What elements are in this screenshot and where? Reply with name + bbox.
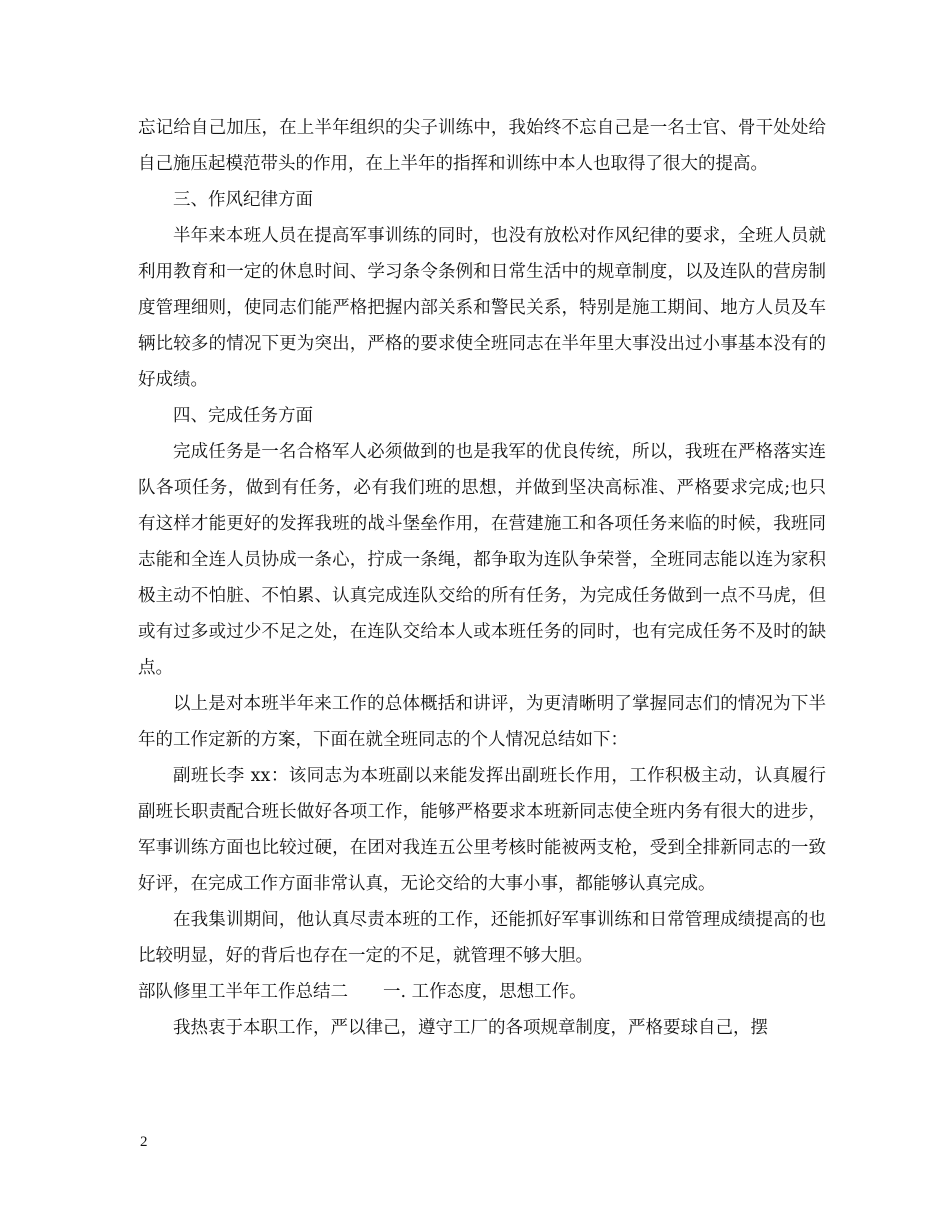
paragraph: 副班长李 xx：该同志为本班副以来能发挥出副班长作用，工作积极主动，认真履行副班长职责配合班长做好各项工作，能够严格要求本班新同志使全班内务有很大的进步，军事训练方面也比较过硬，在团对我连五公里考核时能被两支枪，受到全排新同志的一致好评，在完成工作方面非常认真，无论交给的大事小事，都能够认真完成。 (138, 766, 826, 894)
paragraph: 我热衷于本职工作，严以律己，遵守工厂的各项规章制度，严格要球自己，摆 (173, 1018, 768, 1038)
section-heading: 三、作风纪律方面 (173, 190, 313, 210)
section-heading: 四、完成任务方面 (173, 406, 313, 426)
paragraph: 在我集训期间，他认真尽责本班的工作，还能抓好军事训练和日常管理成绩提高的也比较明显，好的背后也存在一定的不足，就管理不够大胆。 (138, 910, 826, 966)
paragraph: 完成任务是一名合格军人必须做到的也是我军的优良传统，所以，我班在严格落实连队各项任务，做到有任务，必有我们班的思想，并做到坚决高标准、严格要求完成;也只有这样才能更好的发挥我班的战斗堡垒作用，在营建施工和各项任务来临的时候，我班同志能和全连人员协成一条心，拧成一条绳，都争取为连队争荣誉，全班同志能以连为家积极主动不怕脏、不怕累、认真完成连队交给的所有任务，为完成任务做到一点不马虎，但或有过多或过少不足之处，在连队交给本人或本班任务的同时，也有完成任务不及时的缺点。 (138, 442, 826, 678)
paragraph: 忘记给自己加压，在上半年组织的尖子训练中，我始终不忘自己是一名士官、骨干处处给自己施压起模范带头的作用，在上半年的指挥和训练中本人也取得了很大的提高。 (138, 118, 826, 174)
page-number: 2 (140, 1134, 148, 1150)
paragraph: 以上是对本班半年来工作的总体概括和讲评，为更清晰明了掌握同志们的情况为下半年的工作定新的方案，下面在就全班同志的个人情况总结如下： (138, 694, 826, 750)
paragraph: 半年来本班人员在提高军事训练的同时，也没有放松对作风纪律的要求，全班人员就利用教育和一定的休息时间、学习条令条例和日常生活中的规章制度，以及连队的营房制度管理细则，使同志们能严格把握内部关系和警民关系，特别是施工期间、地方人员及车辆比较多的情况下更为突出，严格的要求使全班同志在半年里大事没出过小事基本没有的好成绩。 (138, 226, 826, 390)
document-subtitle: 部队修里工半年工作总结二 一. 工作态度，思想工作。 (138, 982, 587, 1002)
document-body (138, 110, 826, 1046)
